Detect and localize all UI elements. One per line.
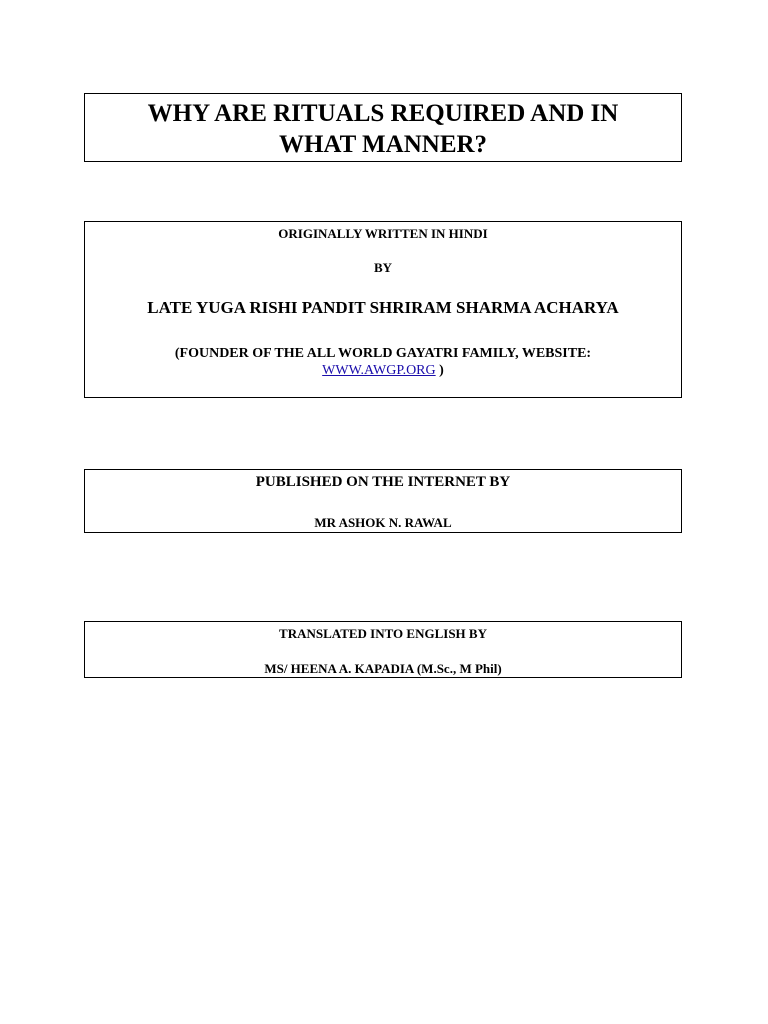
translator-name: MS/ HEENA A. KAPADIA (M.Sc., M Phil): [264, 661, 502, 676]
closing-paren: ): [435, 363, 444, 378]
by-text: BY: [373, 260, 393, 275]
publisher-name: MR ASHOK N. RAWAL: [314, 515, 452, 530]
translator-box: [84, 621, 682, 678]
publisher-heading: PUBLISHED ON THE INTERNET BY: [255, 474, 511, 490]
title-box: [84, 93, 682, 162]
author-name: LATE YUGA RISHI PANDIT SHRIRAM SHARMA ACHARYA: [147, 298, 619, 317]
founder-text: (FOUNDER OF THE ALL WORLD GAYATRI FAMILY, WEBSITE:: [174, 346, 592, 361]
publisher-box: [84, 469, 682, 533]
translator-heading: TRANSLATED INTO ENGLISH BY: [279, 626, 487, 641]
website-link[interactable]: WWW.AWGP.ORG: [322, 363, 436, 378]
author-box: [84, 221, 682, 398]
document-title-line-1: WHY ARE RITUALS REQUIRED AND IN: [147, 100, 619, 127]
website-line: [85, 362, 681, 379]
original-language-text: ORIGINALLY WRITTEN IN HINDI: [278, 226, 488, 241]
document-title-line-2: WHAT MANNER?: [278, 131, 488, 158]
